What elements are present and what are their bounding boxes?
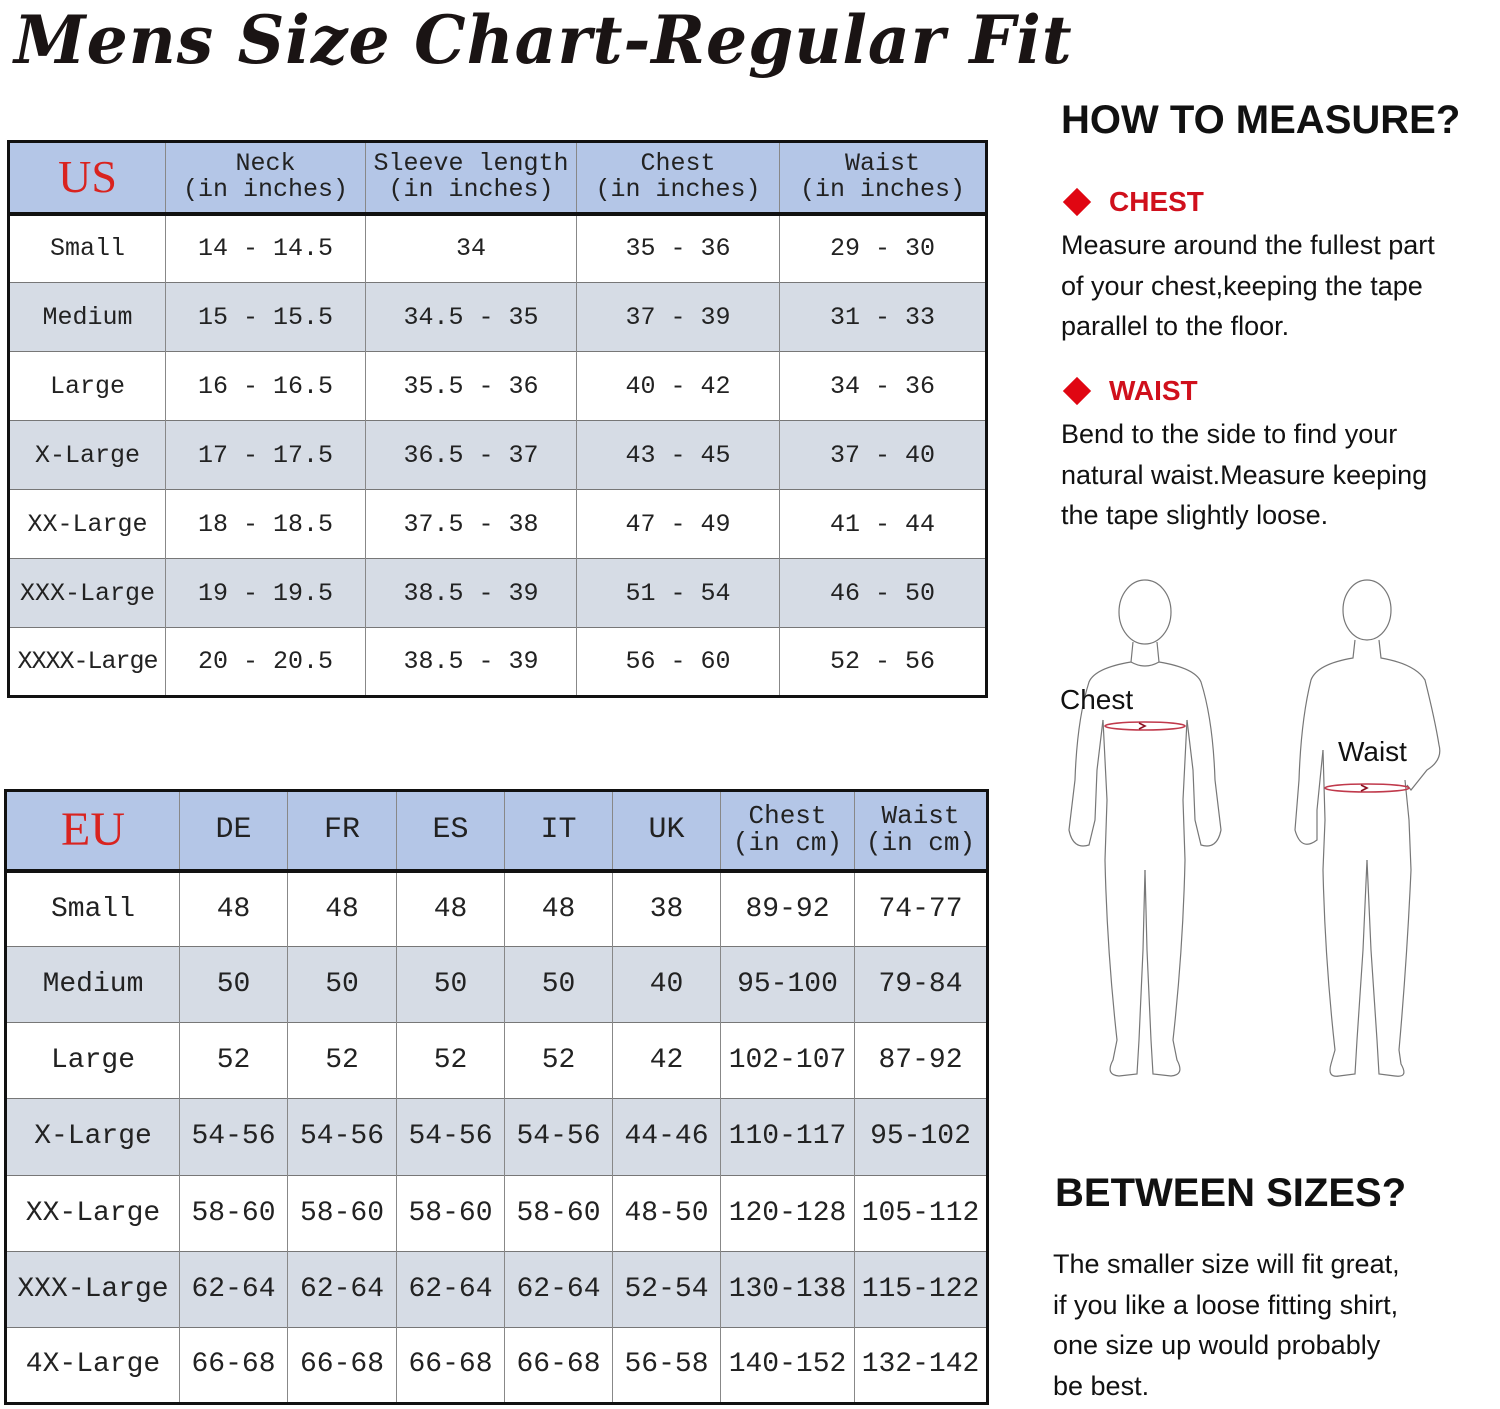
size-cell: X-Large [6,1099,180,1175]
eu-header-row [6,791,988,871]
waist-cell: 52 - 56 [780,628,987,697]
between-sizes-text: The smaller size will fit great, if you like a loose fitting shirt, one size up would probably be best. [1053,1249,1400,1401]
uk-cell: 56-58 [613,1327,721,1403]
waist-cell: 105-112 [855,1175,988,1251]
us-size-table [7,140,988,698]
it-cell: 58-60 [505,1175,613,1251]
fr-cell: 62-64 [288,1251,397,1327]
neck-cell: 17 - 17.5 [166,421,366,490]
neck-cell: 19 - 19.5 [166,559,366,628]
us-header-chest: Chest (in inches) [577,142,780,214]
table-row [6,871,988,947]
de-cell: 66-68 [180,1327,288,1403]
fr-cell: 50 [288,947,397,1023]
size-cell: XXX-Large [6,1251,180,1327]
waist-cell: 29 - 30 [780,214,987,283]
es-cell: 48 [397,871,505,947]
it-cell: 54-56 [505,1099,613,1175]
uk-cell: 44-46 [613,1099,721,1175]
size-cell: Medium [6,947,180,1023]
waist-cell: 95-102 [855,1099,988,1175]
sleeve-cell: 37.5 - 38 [366,490,577,559]
chest-cell: 89-92 [721,871,855,947]
eu-header-waist: Waist (in cm) [855,791,988,871]
eu-header-uk: UK [613,791,721,871]
waist-figure-label: Waist [1338,736,1407,767]
table-row [9,559,987,628]
us-header-sleeve: Sleeve length (in inches) [366,142,577,214]
size-cell: Large [9,352,166,421]
eu-header-fr: FR [288,791,397,871]
chest-cell: 35 - 36 [577,214,780,283]
sleeve-cell: 35.5 - 36 [366,352,577,421]
size-cell: XXXX-Large [9,628,166,697]
chest-cell: 51 - 54 [577,559,780,628]
size-cell: Large [6,1023,180,1099]
waist-instructions: Bend to the side to find your natural waist.Measure keeping the tape slightly loose. [1061,419,1428,530]
sleeve-cell: 38.5 - 39 [366,559,577,628]
red-diamond-icon [1063,377,1091,405]
table-row [9,352,987,421]
chest-cell: 110-117 [721,1099,855,1175]
size-cell: XXX-Large [9,559,166,628]
neck-cell: 18 - 18.5 [166,490,366,559]
de-cell: 52 [180,1023,288,1099]
chest-cell: 37 - 39 [577,283,780,352]
how-to-measure-heading: HOW TO MEASURE? [1061,98,1461,142]
chest-bullet-title: CHEST [1061,186,1204,218]
eu-header-it: IT [505,791,613,871]
eu-region-label: EU [6,791,180,871]
neck-cell: 15 - 15.5 [166,283,366,352]
fr-cell: 54-56 [288,1099,397,1175]
es-cell: 62-64 [397,1251,505,1327]
chest-cell: 47 - 49 [577,490,780,559]
chest-cell: 102-107 [721,1023,855,1099]
size-cell: Medium [9,283,166,352]
uk-cell: 52-54 [613,1251,721,1327]
uk-cell: 48-50 [613,1175,721,1251]
size-cell: X-Large [9,421,166,490]
es-cell: 54-56 [397,1099,505,1175]
chest-cell: 56 - 60 [577,628,780,697]
de-cell: 62-64 [180,1251,288,1327]
waist-cell: 87-92 [855,1023,988,1099]
front-figure [1069,580,1221,1076]
chest-cell: 43 - 45 [577,421,780,490]
chest-cell: 40 - 42 [577,352,780,421]
it-cell: 66-68 [505,1327,613,1403]
table-row [9,490,987,559]
size-cell: Small [9,214,166,283]
sleeve-cell: 36.5 - 37 [366,421,577,490]
eu-header-de: DE [180,791,288,871]
waist-bullet-title: WAIST [1061,375,1198,407]
waist-cell: 79-84 [855,947,988,1023]
table-row [9,628,987,697]
table-row [6,1327,988,1403]
uk-cell: 42 [613,1023,721,1099]
size-cell: XX-Large [6,1175,180,1251]
fr-cell: 58-60 [288,1175,397,1251]
eu-size-table [4,789,989,1405]
waist-cell: 37 - 40 [780,421,987,490]
table-row [6,1023,988,1099]
us-header-waist: Waist (in inches) [780,142,987,214]
waist-cell: 41 - 44 [780,490,987,559]
sleeve-cell: 38.5 - 39 [366,628,577,697]
it-cell: 50 [505,947,613,1023]
eu-header-chest: Chest (in cm) [721,791,855,871]
de-cell: 48 [180,871,288,947]
waist-cell: 115-122 [855,1251,988,1327]
chest-cell: 140-152 [721,1327,855,1403]
it-cell: 52 [505,1023,613,1099]
table-row [6,1099,988,1175]
neck-cell: 20 - 20.5 [166,628,366,697]
it-cell: 48 [505,871,613,947]
page-title: Mens Size Chart-Regular Fit [14,1,1073,79]
waist-cell: 46 - 50 [780,559,987,628]
fr-cell: 52 [288,1023,397,1099]
es-cell: 50 [397,947,505,1023]
us-header-row [9,142,987,214]
de-cell: 58-60 [180,1175,288,1251]
es-cell: 58-60 [397,1175,505,1251]
red-diamond-icon [1063,188,1091,216]
waist-cell: 34 - 36 [780,352,987,421]
es-cell: 52 [397,1023,505,1099]
it-cell: 62-64 [505,1251,613,1327]
de-cell: 54-56 [180,1099,288,1175]
fr-cell: 48 [288,871,397,947]
table-row [6,947,988,1023]
sleeve-cell: 34 [366,214,577,283]
back-figure [1295,580,1440,1076]
us-header-neck: Neck (in inches) [166,142,366,214]
table-row [9,283,987,352]
waist-cell: 31 - 33 [780,283,987,352]
uk-cell: 38 [613,871,721,947]
eu-header-es: ES [397,791,505,871]
neck-cell: 14 - 14.5 [166,214,366,283]
fr-cell: 66-68 [288,1327,397,1403]
table-row [9,214,987,283]
chest-cell: 130-138 [721,1251,855,1327]
sleeve-cell: 34.5 - 35 [366,283,577,352]
table-row [9,421,987,490]
chest-cell: 95-100 [721,947,855,1023]
es-cell: 66-68 [397,1327,505,1403]
size-cell: 4X-Large [6,1327,180,1403]
table-row [6,1175,988,1251]
size-cell: XX-Large [9,490,166,559]
chest-instructions: Measure around the fullest part of your chest,keeping the tape parallel to the floor. [1061,230,1435,341]
body-outline-icon [1055,570,1475,1090]
chest-figure-label: Chest [1060,684,1134,715]
table-row [6,1251,988,1327]
uk-cell: 40 [613,947,721,1023]
between-sizes-heading: BETWEEN SIZES? [1055,1171,1407,1215]
measurement-figure [1055,570,1475,1090]
waist-cell: 74-77 [855,871,988,947]
neck-cell: 16 - 16.5 [166,352,366,421]
chest-cell: 120-128 [721,1175,855,1251]
us-region-label: US [9,142,166,214]
waist-cell: 132-142 [855,1327,988,1403]
de-cell: 50 [180,947,288,1023]
size-cell: Small [6,871,180,947]
